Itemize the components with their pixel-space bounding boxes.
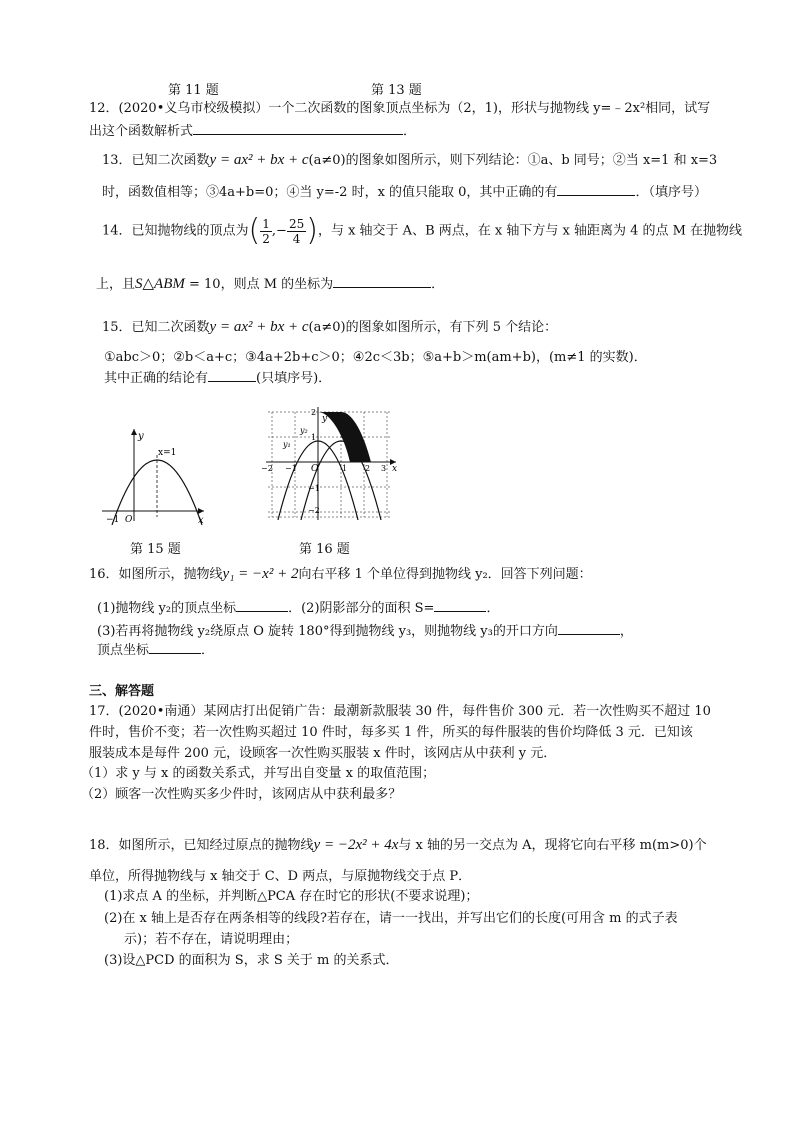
q18-part1: (1)求点 A 的坐标，并判断△PCA 存在时它的形状(不要求说理)； [104,889,479,904]
q14-line2: 上，且S△ABM = 10，则点 M 的坐标为 ． [96,276,445,292]
q15-conclusions: ①abc＞0；②b＜a+c；③4a+2b+c＞0；④2c＜3b；⑤a+b＞m(am+b)，(m≠1 的实数)． [104,350,647,365]
fig16-y-label: y [322,414,328,424]
fig16-y1-label: y₁ [283,440,291,449]
q17-line3: 服装成本是每件 200 元，设顾客一次性购买服装 x 件时，该网店从中获利 y 元． [89,746,557,761]
fig15-origin: O [125,515,133,525]
fig15-graph [100,425,212,525]
fig16-tick-neg2: −2 [261,464,273,473]
fig15-axis-label: x=1 [158,448,177,458]
fig16-x-label: x [392,464,398,474]
q12-line2 [89,121,416,141]
q13-pre: 13．已知二次函数 [102,153,210,168]
q18-line2: 单位，所得抛物线与 x 轴交于 C、D 两点，与原抛物线交于点 P． [89,869,472,884]
q18-part2-cont: 示)；若不存在，请说明理由； [124,932,299,947]
q16-area-blank [434,598,486,612]
q15-line1: 15．已知二次函数y = ax² + bx + c(a≠0)的图象如图所示，有下列 5 个结论： [102,319,558,335]
q18-line1: 18．如图所示，已知经过原点的抛物线y = −2x² + 4x与 x 轴的另一交点为 A，现将它向右平移 m(m>0)个 [89,837,707,853]
q17-part1: （1）求 y 与 x 的函数关系式，并写出自变量 x 的取值范围； [81,766,436,781]
q13-post: (a≠0)的图象如图所示，则下列结论：①a、b 同号；②当 x=1 和 x=3 [308,153,718,168]
fig16-ytick-2: 2 [311,408,317,417]
q17-line2: 件时，售价不变；若一次性购买超过 10 件时，每多买 1 件，所买的每件服装的售价均降低 3 元．已知该 [89,725,693,740]
q16-vertex3-blank [149,640,201,654]
q15-answer: 其中正确的结论有 (只填序号)． [104,368,331,388]
q14-post: ，与 x 轴交于 A、B 两点，在 x 轴下方与 x 轴距离为 4 的点 M 在抛物线 [317,223,743,239]
q16-vertex-blank [236,598,288,612]
q18-formula: y = −2x² + 4x [313,837,399,853]
q14-frac1: $\frac{1}{2}$ [262,216,270,246]
fig16-ytick-neg2: −2 [308,506,320,515]
fig16-tick-neg1: −1 [285,464,297,473]
q16-part3: (3)若再将抛物线 y₂绕原点 O 旋转 180°得到抛物线 y₃，则抛物线 y₃的开口方向 ， [97,621,633,641]
q12-line2-pre: 出这个函数解析式 [89,124,194,139]
q15-formula: y = ax² + bx + c [209,319,309,335]
q14-frac2: $\frac{25}{4}$ [288,216,305,246]
fig16-caption: 第 16 题 [299,542,350,557]
q13-line2-pre: 时，函数值相等；③4a+b=0；④当 y=-2 时，x 的值只能取 0，其中正确的有 [102,185,558,200]
q16-part1: (1)抛物线 y₂的顶点坐标 ．(2)阴影部分的面积 S= ． [97,598,499,618]
q13-line2 [102,182,707,202]
fig16-tick-3: 3 [381,464,387,473]
fig15-caption: 第 15 题 [130,542,181,557]
q13-line1 [102,151,717,170]
fig13-caption: 第 13 题 [371,83,422,98]
q16-part4: 顶点坐标 ． [97,640,214,660]
fig16-ytick-1: 1 [311,433,317,442]
q18-part2: (2)在 x 轴上是否存在两条相等的线段?若存在，请一一找出，并写出它们的长度(可用含 m 的式子表 [104,911,678,926]
q14-area: S△ABM [135,276,185,292]
fig16-graph [256,405,406,525]
q12-answer-blank [193,121,403,135]
q13-line2-post: ．（填序号） [635,185,707,200]
q13-formula: y = ax² + bx + c [209,152,309,168]
q14-answer-blank [333,274,431,288]
q17-line1: 17．(2020•南通）某网店打出促销广告：最潮新款服装 30 件，每件售价 300 元．若一次性购买不超过 10 [89,704,711,719]
fig16-ytick-neg1: −1 [308,484,320,493]
fig16-origin: O [311,464,319,474]
section3-heading: 三、解答题 [89,684,155,699]
q16-direction-blank [558,621,620,635]
fig15-neg-one: −1 [106,515,120,525]
q16-line1: 16．如图所示，抛物线y₁ = −x² + 2向右平移 1 个单位得到抛物线 y₂．回答下列问题： [89,566,592,582]
fig16-tick-2: 2 [365,464,371,473]
q14-line1: 14．已知抛物线的顶点为( $\frac{1}{2}$ ,− $\frac{25}{4}$ )，与 x 轴交于 A、B 两点，在 x 轴下方与 x 轴距离为 4 的点 M 在抛物线 [102,213,743,248]
q12-line1: 12．(2020•义乌市校级模拟）一个二次函数的图象顶点坐标为（2，1)，形状与抛物线 y=﹣2x²相同，试写 [89,101,711,116]
fig16-tick-1: 1 [342,464,348,473]
q17-part2: （2）顾客一次性购买多少件时，该网店从中获利最多？ [81,787,402,802]
q13-answer-blank [557,182,635,196]
q16-formula: y₁ = −x² + 2 [222,566,299,582]
fig15-y-label: y [138,431,144,442]
q12-line2-post: ． [403,124,417,139]
q18-part3: (3)设△PCD 的面积为 S，求 S 关于 m 的关系式． [104,953,399,968]
fig16-y2-label: y₂ [300,426,308,435]
q14-pre: 14．已知抛物线的顶点为 [102,223,249,239]
fig15-x-label: x [198,515,204,525]
fig11-caption: 第 11 题 [168,83,219,98]
q15-answer-blank [208,368,256,382]
